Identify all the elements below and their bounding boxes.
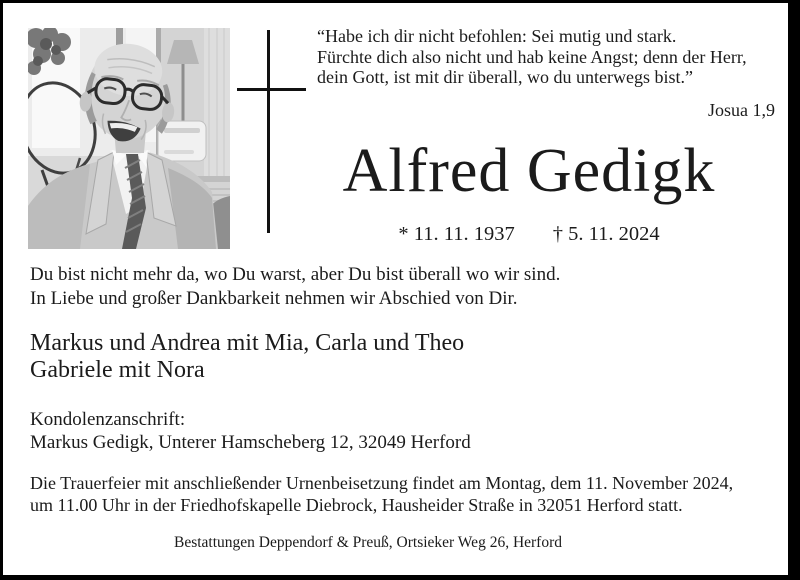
quote-line: dein Gott, ist mit dir überall, wo du unterwegs bist.” xyxy=(317,67,693,87)
bible-quote xyxy=(317,26,789,88)
farewell-line: In Liebe und großer Dankbarkeit nehmen wir Abschied von Dir. xyxy=(30,287,518,309)
farewell-text xyxy=(30,263,560,310)
condolence-address: Markus Gedigk, Unterer Hamscheberg 12, 32049 Herford xyxy=(30,432,471,453)
condolence-block xyxy=(30,408,471,454)
birth-date: * 11. 11. 1937 xyxy=(398,223,515,245)
portrait-photo xyxy=(28,28,230,249)
quote-line: “Habe ich dir nicht befohlen: Sei mutig und stark. xyxy=(317,26,677,46)
obituary-notice xyxy=(3,3,788,575)
portrait-photo-illustration xyxy=(28,28,230,249)
quote-source: Josua 1,9 xyxy=(708,100,775,120)
service-line: um 11.00 Uhr in der Friedhofskapelle Diebrock, Hausheider Straße in 32051 Herford statt. xyxy=(30,495,683,515)
condolence-label: Kondolenzanschrift: xyxy=(30,409,186,430)
farewell-line: Du bist nicht mehr da, wo Du warst, aber Du bist überall wo wir sind. xyxy=(30,264,561,285)
service-line: Die Trauerfeier mit anschließender Urnenbeisetzung findet am Montag, dem 11. November 2024, xyxy=(30,473,734,493)
quote-line: Fürchte dich also nicht und hab keine Angst; denn der Herr, xyxy=(317,46,747,67)
family-line: Gabriele mit Nora xyxy=(30,356,205,383)
deceased-name: Alfred Gedigk xyxy=(342,137,716,205)
cross-icon-bar xyxy=(237,88,306,91)
service-info xyxy=(30,472,733,516)
funeral-home-line: Bestattungen Deppendorf & Preuß, Ortsieker Weg 26, Herford xyxy=(173,534,562,551)
life-dates xyxy=(270,223,788,246)
death-date: † 5. 11. 2024 xyxy=(552,223,660,245)
family-names xyxy=(30,330,464,383)
family-line: Markus und Andrea mit Mia, Carla und Theo xyxy=(30,330,465,356)
